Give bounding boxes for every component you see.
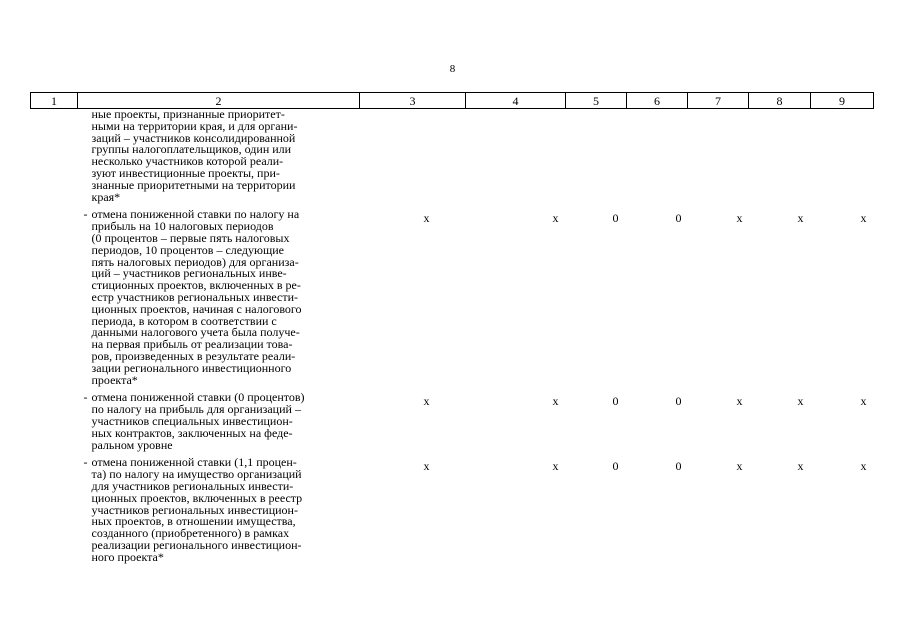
cell-c7: х xyxy=(736,394,743,409)
row-text: отмена пониженной ставки (1,1 процен- та) по налогу на имущество организаций для участников региональных инвести- ционных проектов, включенных в реестр участников региональных инвестицион- ных проектов, в отношении имущества, созданного (приобретенного) в рамках реализации регионального инвестицион- ного проекта* xyxy=(91,455,303,564)
cell-c7: х xyxy=(736,211,743,226)
row-text: отмена пониженной ставки по налогу на прибыль на 10 налоговых периодов (0 процентов – первые пять налоговых периодов, 10 процентов – следующие пять налоговых периодов) для организа- ций – участников региональных инве- стиционных проектов, включенных в ре- естр участников региональных инвести- ционных проектов, начиная с налогового периода, в котором в соответствии с данными налогового учета была получе- на первая прибыль от реализации това- ров, произведенных в результате реали- зации регионального инвестиционного проекта* xyxy=(91,207,302,387)
cell-c8: х xyxy=(797,394,804,409)
cell-c8: х xyxy=(797,459,804,474)
list-dash: - xyxy=(83,390,88,405)
table-row-continuation xyxy=(31,109,874,204)
cell-c6: 0 xyxy=(675,459,682,474)
col-header-7: 7 xyxy=(688,93,749,109)
cell-c6: 0 xyxy=(675,211,682,226)
cell-c5: 0 xyxy=(612,211,619,226)
cell-c3: х xyxy=(423,459,430,474)
cell-c3: х xyxy=(423,211,430,226)
row-text: отмена пониженной ставки (0 процентов) по налогу на прибыль для организаций – участников специальных инвестицион- ных контрактов, заключенных на феде- ральном уровне xyxy=(91,390,305,452)
col-header-8: 8 xyxy=(749,93,811,109)
cell-c3: х xyxy=(423,394,430,409)
cell-c4: х xyxy=(552,211,559,226)
cell-c9: х xyxy=(860,211,867,226)
cell-c9: х xyxy=(860,459,867,474)
cell-c7: х xyxy=(736,459,743,474)
cell-c6: 0 xyxy=(675,394,682,409)
cell-c4: х xyxy=(552,459,559,474)
col-header-3: 3 xyxy=(360,93,466,109)
budget-table xyxy=(30,92,874,563)
cell-c5: 0 xyxy=(612,394,619,409)
col-header-5: 5 xyxy=(566,93,627,109)
col-header-2: 2 xyxy=(78,93,360,109)
cell-c5: 0 xyxy=(612,459,619,474)
list-dash: - xyxy=(83,455,88,470)
col-header-9: 9 xyxy=(811,93,874,109)
table-row xyxy=(31,203,874,386)
cell-c9: х xyxy=(860,394,867,409)
page-number: 8 xyxy=(449,63,456,75)
table-row xyxy=(31,451,874,563)
cell-c8: х xyxy=(797,211,804,226)
continuation-text: ные проекты, признанные приоритет- ными на территории края, и для органи- заций – участников консолидированной группы налогоплательщиков, один или несколько участников которой реали- зуют инвестиционные проекты, при- знанные приоритетными на территории края* xyxy=(91,107,298,204)
list-dash: - xyxy=(83,207,88,222)
col-header-6: 6 xyxy=(627,93,688,109)
col-header-4: 4 xyxy=(466,93,566,109)
col-header-1: 1 xyxy=(31,93,78,109)
cell-c4: х xyxy=(552,394,559,409)
table-row xyxy=(31,386,874,451)
